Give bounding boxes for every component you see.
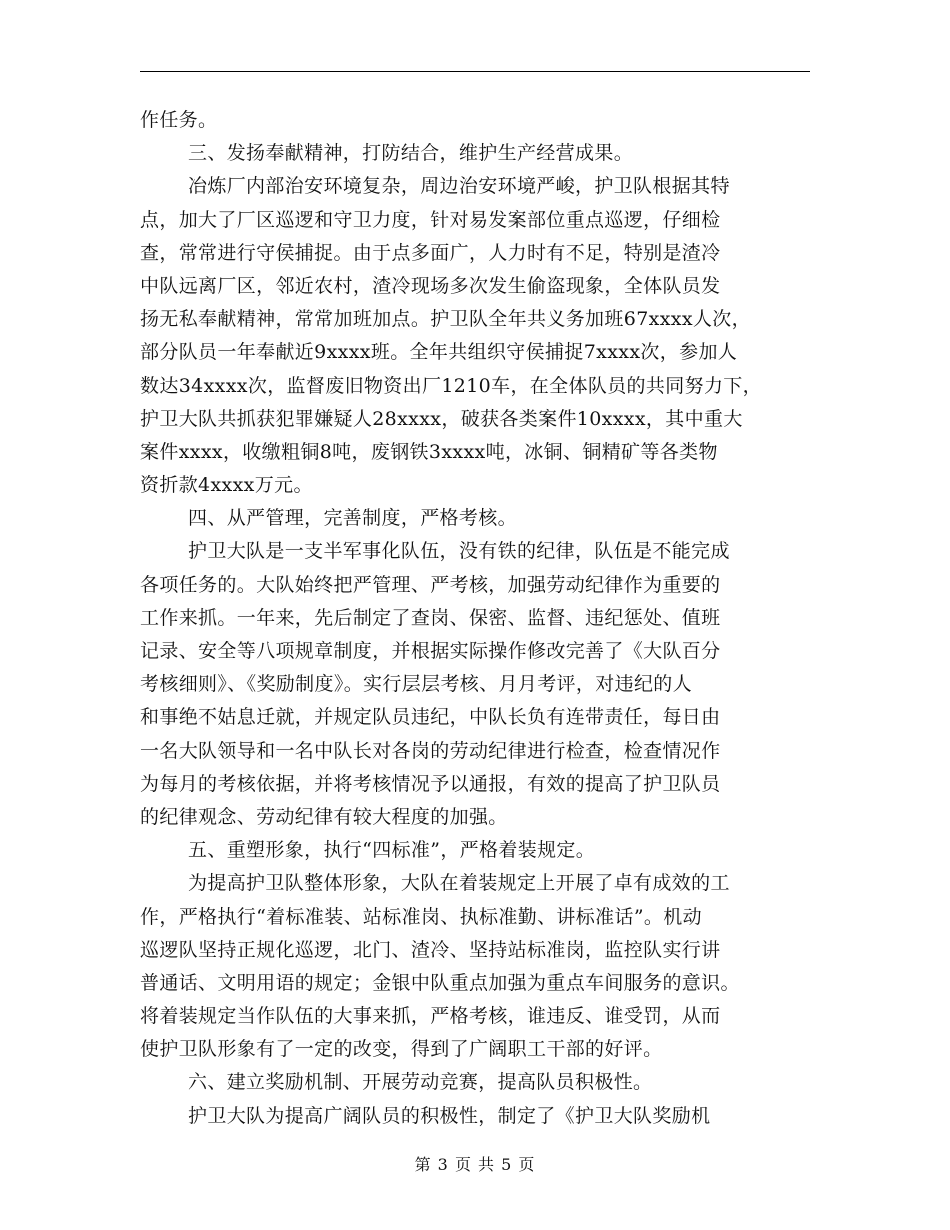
text-line: 查，常常进行守侯捕捉。由于点多面广，人力时有不足，特别是渣冷 xyxy=(140,241,721,264)
text-line: 巡逻队坚持正规化巡逻，北门、渣冷、坚持站标准岗，监控队实行讲 xyxy=(140,938,721,961)
text-line: 将着装规定当作队伍的大事来抓，严格考核，谁违反、谁受罚，从而 xyxy=(140,1005,721,1028)
text-line: 护卫大队是一支半军事化队伍，没有铁的纪律，队伍是不能完成 xyxy=(188,540,730,563)
text-line: 冶炼厂内部治安环境复杂，周边治安环境严峻，护卫队根据其特 xyxy=(188,175,730,198)
text-line: 普通话、文明用语的规定；金银中队重点加强为重点车间服务的意识。 xyxy=(140,971,740,994)
text-line: 资折款4xxxx万元。 xyxy=(140,474,313,497)
text-line: 护卫大队共抓获犯罪嫌疑人28xxxx，破获各类案件10xxxx，其中重大 xyxy=(140,407,743,430)
text-line: 工作来抓。一年来，先后制定了查岗、保密、监督、违纪惩处、值班 xyxy=(140,606,721,629)
text-line: 一名大队领导和一名中队长对各岗的劳动纪律进行检查，检查情况作 xyxy=(140,739,721,762)
text-line: 中队远离厂区，邻近农村，渣冷现场多次发生偷盗现象，全体队员发 xyxy=(140,274,721,297)
text-line: 使护卫队形象有了一定的改变，得到了广阔职工干部的好评。 xyxy=(140,1038,663,1061)
section-heading: 三、发扬奉献精神，打防结合，维护生产经营成果。 xyxy=(188,142,634,165)
text-line: 作任务。 xyxy=(140,109,218,131)
text-line: 部分队员一年奉献近9xxxx班。全年共组织守侯捕捉7xxxx次，参加人 xyxy=(140,341,738,364)
text-line: 案件xxxx，收缴粗铜8吨，废钢铁3xxxx吨，冰铜、铜精矿等各类物 xyxy=(140,440,718,463)
document-body xyxy=(140,104,820,1133)
text-line: 为提高护卫队整体形象，大队在着装规定上开展了卓有成效的工 xyxy=(188,872,730,895)
text-line: 作，严格执行“着标准装、站标准岗、执标准勤、讲标准话”。机动 xyxy=(140,905,702,928)
text-line: 护卫大队为提高广阔队员的积极性，制定了《护卫大队奖励机 xyxy=(188,1104,711,1127)
text-line: 记录、安全等八项规章制度，并根据实际操作修改完善了《大队百分 xyxy=(140,640,721,662)
text-line: 数达34xxxx次，监督废旧物资出厂1210车，在全体队员的共同努力下， xyxy=(140,374,762,397)
header-rule xyxy=(140,71,810,72)
text-line: 的纪律观念、劳动纪律有较大程度的加强。 xyxy=(140,805,508,828)
text-line: 为每月的考核依据，并将考核情况予以通报，有效的提高了护卫队员 xyxy=(140,772,721,795)
text-line: 考核细则》、《奖励制度》。实行层层考核、月月考评，对违纪的人 xyxy=(140,673,693,696)
section-heading: 五、重塑形象，执行“四标准”，严格着装规定。 xyxy=(188,839,596,862)
text-line: 和事绝不姑息迁就，并规定队员违纪，中队长负有连带责任，每日由 xyxy=(140,706,721,729)
text-line: 扬无私奉献精神，常常加班加点。护卫队全年共义务加班67xxxx人次， xyxy=(140,308,751,331)
section-heading: 六、建立奖励机制、开展劳动竞赛，提高队员积极性。 xyxy=(188,1071,653,1094)
page-number: 第 3 页 共 5 页 xyxy=(414,1155,536,1174)
text-line: 点，加大了厂区巡逻和守卫力度，针对易发案部位重点巡逻，仔细检 xyxy=(140,208,721,231)
section-heading: 四、从严管理，完善制度，严格考核。 xyxy=(188,507,517,530)
text-line: 各项任务的。大队始终把严管理、严考核，加强劳动纪律作为重要的 xyxy=(140,573,721,596)
